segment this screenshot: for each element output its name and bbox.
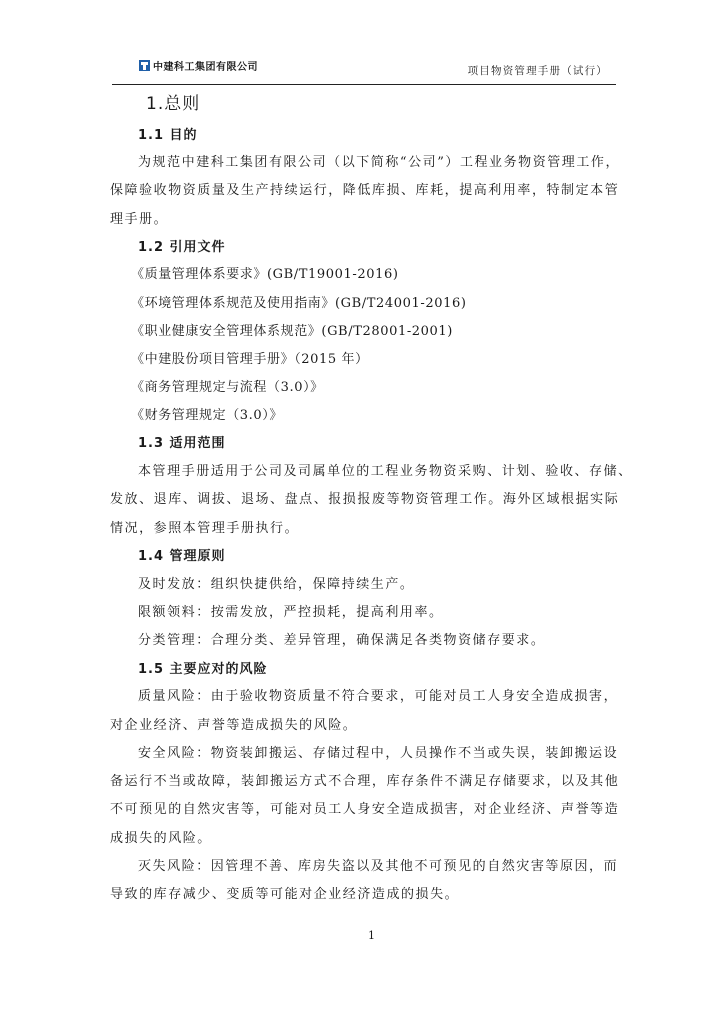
paragraph-line: 导致的库存减少、变质等可能对企业经济造成的损失。: [110, 887, 460, 902]
chapter-title: 1.总则: [146, 94, 201, 114]
paragraph-line: 限额领料：按需发放，严控损耗，提高利用率。: [138, 605, 444, 620]
paragraph-line: 安全风险：物资装卸搬运、存储过程中，人员操作不当或失误，装卸搬运设: [138, 746, 619, 761]
page-header: [112, 48, 616, 88]
section-heading-risks: 1.5 主要应对的风险: [138, 662, 268, 677]
header-divider: [112, 84, 616, 85]
page-number: 1: [368, 929, 375, 942]
paragraph-line: 分类管理：合理分类、差异管理，确保满足各类物资储存要求。: [138, 633, 546, 648]
paragraph-line: 本管理手册适用于公司及司属单位的工程业务物资采购、计划、验收、存储、: [138, 464, 633, 479]
section-heading-purpose: 1.1 目的: [138, 128, 198, 143]
company-logo: [139, 58, 258, 72]
reference-item: 《职业健康安全管理体系规范》(GB/T28001-2001): [131, 324, 453, 339]
paragraph-line: 成损失的风险。: [110, 831, 212, 846]
manual-title: 项目物资管理手册（试行）: [467, 65, 608, 77]
company-logo-text: 中建科工集团有限公司: [153, 61, 258, 73]
paragraph-line: 保障验收物资质量及生产持续运行，降低库损、库耗，提高利用率，特制定本管: [110, 183, 620, 198]
paragraph-line: 情况，参照本管理手册执行。: [110, 521, 300, 536]
reference-item: 《中建股份项目管理手册》（2015 年）: [131, 352, 369, 367]
paragraph-line: 备运行不当或故障，装卸搬运方式不合理，库存条件不满足存储要求，以及其他: [110, 774, 620, 789]
paragraph-line: 为规范中建科工集团有限公司（以下简称“公司”）工程业务物资管理工作，: [138, 155, 620, 170]
reference-item: 《财务管理规定（3.0）》: [131, 408, 283, 423]
paragraph-line: 不可预见的自然灾害等，可能对员工人身安全造成损害，对企业经济、声誉等造: [110, 802, 620, 817]
paragraph-line: 灭失风险：因管理不善、库房失盗以及其他不可预见的自然灾害等原因，而: [138, 859, 619, 874]
paragraph-line: 发放、退库、调拔、退场、盘点、报损报废等物资管理工作。海外区域根据实际: [110, 492, 620, 507]
reference-item: 《商务管理规定与流程（3.0）》: [131, 380, 324, 395]
section-heading-scope: 1.3 适用范围: [138, 436, 226, 451]
paragraph-line: 及时发放：组织快捷供给，保障持续生产。: [138, 577, 415, 592]
paragraph-line: 对企业经济、声誉等造成损失的风险。: [110, 718, 358, 733]
paragraph-line: 质量风险：由于验收物资质量不符合要求，可能对员工人身安全造成损害，: [138, 689, 619, 704]
paragraph-line: 理手册。: [110, 212, 169, 227]
section-heading-principles: 1.4 管理原则: [138, 549, 226, 564]
reference-item: 《环境管理体系规范及使用指南》(GB/T24001-2016): [131, 296, 467, 311]
reference-item: 《质量管理体系要求》(GB/T19001-2016): [131, 267, 399, 282]
company-logo-icon: [139, 60, 150, 71]
section-heading-references: 1.2 引用文件: [138, 240, 226, 255]
